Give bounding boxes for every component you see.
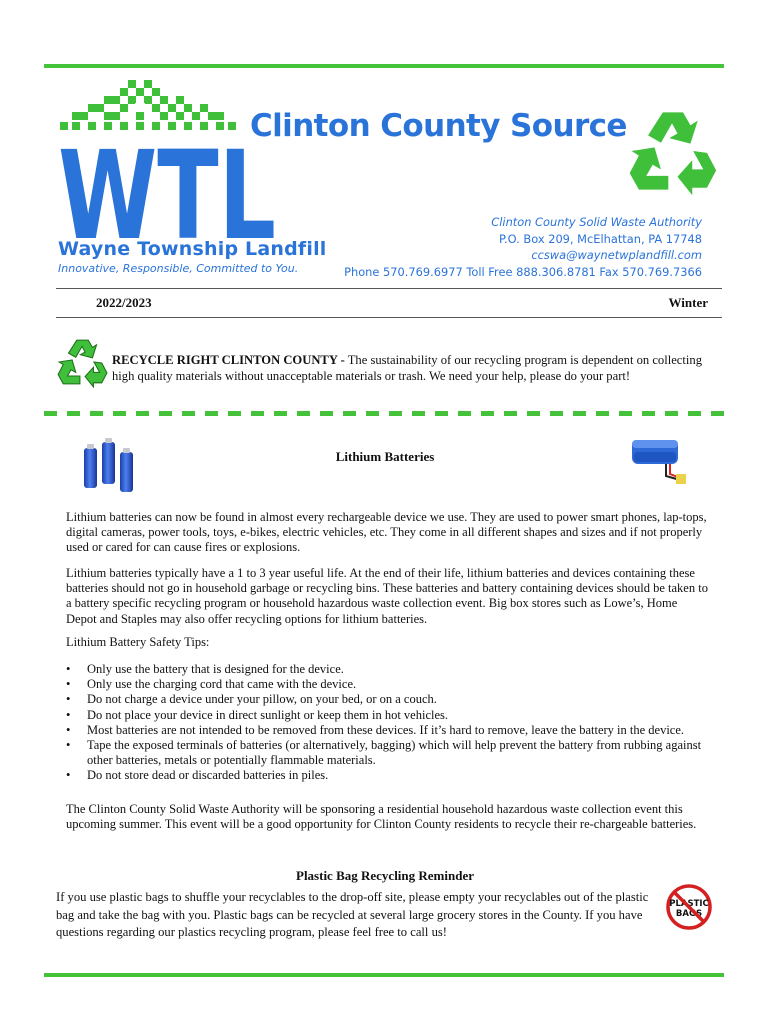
dashed-divider [44, 411, 724, 416]
tips-heading: Lithium Battery Safety Tips: [66, 635, 210, 649]
contact-phones: Phone 570.769.6977 Toll Free 888.306.8781 Fax 570.769.7366 [344, 264, 702, 279]
no-plastic-line2: BAGS [675, 909, 703, 919]
list-item: • Tape the exposed terminals of batteries (or alternatively, bagging) which will help prevent the battery from rubbing against other batteries, metals or potentially flammable materials. [66, 738, 708, 768]
bottom-divider [44, 973, 724, 977]
list-item: • Only use the battery that is designed for the device. [66, 662, 708, 677]
top-divider [44, 64, 724, 68]
aa-batteries-image [80, 438, 142, 496]
recycle-icon [626, 105, 718, 197]
list-item: • Do not place your device in direct sunlight or keep them in hot vehicles. [66, 708, 708, 723]
contact-address: P.O. Box 209, McElhattan, PA 17748 [498, 231, 702, 246]
recycle-right-text: The sustainability of our recycling program is dependent on collecting high quality materials without unacceptable materials or trash. We need your help, please do your part! [112, 353, 702, 383]
issue-season: Winter [668, 295, 708, 310]
logo-tagline: Innovative, Responsible, Committed to You. [58, 262, 299, 275]
contact-block [344, 214, 702, 280]
list-item: • Do not charge a device under your pillow, on your bed, or on a couch. [66, 692, 708, 707]
issue-bar [56, 288, 722, 318]
list-item: • Only use the charging cord that came with the device. [66, 677, 708, 692]
no-plastic-bags-icon [665, 883, 713, 931]
lithium-paragraph-2: Lithium batteries typically have a 1 to 3 year useful life. At the end of their life, lithium batteries and devices containing these batteries should not go in household garbage or recycling bins. These batteries and battery containing devices should be taken to a battery specific recycling program or household hazardous waste collection event. Big box stores such as Lowe’s, Home Depot and Staples may also offer recycling options for lithium batteries. [66, 566, 708, 626]
wtl-logo-letters: WTL [58, 140, 276, 244]
tips-list [66, 662, 708, 784]
issue-year: 2022/2023 [96, 295, 152, 310]
recycle-right-heading: RECYCLE RIGHT CLINTON COUNTY - [112, 353, 345, 367]
wtl-logo [58, 140, 278, 244]
no-plastic-line1: PLASTIC [669, 899, 709, 909]
landfill-logo-pixels [58, 78, 238, 134]
newsletter-title: Clinton County Source [250, 108, 627, 144]
lithium-title: Lithium Batteries [335, 449, 435, 464]
plastic-title: Plastic Bag Recycling Reminder [296, 868, 474, 883]
lithium-paragraph-1: Lithium batteries can now be found in almost every rechargeable device we use. They are used to power smart phones, lap-tops, digital cameras, power tools, toys, e-bikes, electric vehicles, etc. They come in all different shapes and sizes and if not properly used or cared for can cause fires or explosions. [66, 510, 707, 555]
lithium-paragraph-3: The Clinton County Solid Waste Authority will be sponsoring a residential household hazardous waste collection event this upcoming summer. This event will be a good opportunity for Clinton County residents to recycle their re-chargeable batteries. [66, 802, 697, 832]
logo-name: Wayne Township Landfill [58, 238, 327, 260]
plastic-paragraph: If you use plastic bags to shuffle your recyclables to the drop-off site, please empty your recyclables out of the plastic bag and take the bag with you. Plastic bags can be recycled at several large grocery stores in the County. If you have questions regarding our plastics recycling program, please feel free to call us! [56, 890, 649, 940]
recycle-right-paragraph [112, 353, 712, 384]
contact-email[interactable]: ccswa@waynetwplandfill.com [531, 248, 702, 263]
contact-org: Clinton County Solid Waste Authority [491, 215, 702, 229]
list-item: • Most batteries are not intended to be removed from these devices. If it’s hard to remove, leave the battery in the device. [66, 723, 708, 738]
list-item: • Do not store dead or discarded batteries in piles. [66, 768, 708, 783]
recycle-small-icon [56, 336, 108, 388]
